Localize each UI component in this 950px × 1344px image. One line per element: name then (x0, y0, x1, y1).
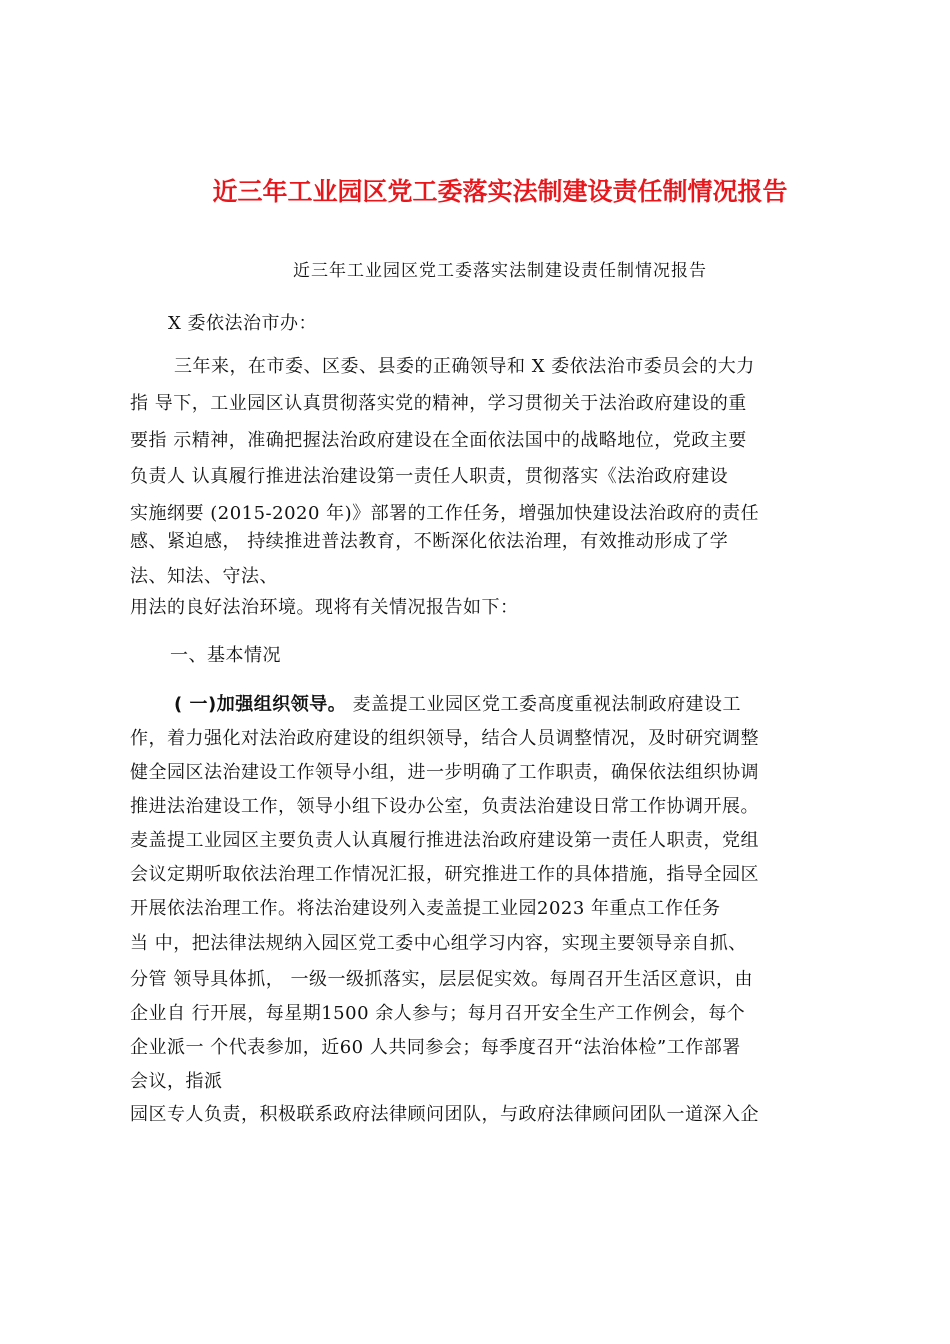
intro-line-6: 感、紧迫感， 持续推进普法教育，不断深化依法治理，有效推动形成了学 (130, 531, 729, 552)
intro-line-2: 指 导下，工业园区认真贯彻落实党的精神，学习贯彻关于法治政府建设的重 (130, 393, 747, 414)
section1-line-5: 会议定期听取依法治理工作情况汇报，研究推进工作的具体措施，指导全园区 (130, 864, 759, 885)
section1-line-2: 健全园区法治建设工作领导小组，进一步明确了工作职责，确保依法组织协调 (130, 762, 759, 783)
section1-line-3: 推进法治建设工作，领导小组下设办公室，负责法治建设日常工作协调开展。 (130, 796, 759, 817)
section1-line-4: 麦盖提工业园区主要负责人认真履行推进法治政府建设第一责任人职责，党组 (130, 830, 759, 851)
document-subtitle: 近三年工业园区党工委落实法制建设责任制情况报告 (293, 261, 707, 281)
section1-line-8: 分管 领导具体抓， 一级一级抓落实，层层促实效。每周召开生活区意识，由 (130, 969, 753, 990)
salutation: X 委依法治市办： (168, 313, 318, 334)
section1-line-1: 作，着力强化对法治政府建设的组织领导，结合人员调整情况，及时研究调整 (130, 728, 759, 749)
section1-line-9: 企业自 行开展，每星期1500 余人参与；每月召开安全生产工作例会，每个 (130, 1003, 746, 1024)
intro-line-3: 要指 示精神，准确把握法治政府建设在全面依法国中的战略地位，党政主要 (130, 430, 747, 451)
section1-first-line-text: 麦盖提工业园区党工委高度重视法制政府建设工 (346, 694, 741, 715)
section1-first-line (174, 690, 741, 716)
document-title: 近三年工业园区党工委落实法制建设责任制情况报告 (212, 177, 788, 206)
intro-line-8: 用法的良好法治环境。现将有关情况报告如下： (130, 597, 519, 618)
intro-line-7: 法、知法、守法、 (130, 566, 278, 587)
section1-line-7: 当 中，把法律法规纳入园区党工委中心组学习内容，实现主要领导亲自抓、 (130, 933, 747, 954)
intro-line-5: 实施纲要 (2015-2020 年)》部署的工作任务，增强加快建设法治政府的责任 (130, 503, 760, 524)
section1-lead: ( 一)加强组织领导。 (174, 694, 347, 715)
section1-line-11: 会议，指派 (130, 1071, 223, 1092)
section1-line-10: 企业派一 个代表参加，近60 人共同参会；每季度召开“法治体检”工作部署 (130, 1037, 741, 1058)
section1-line-12: 园区专人负责，积极联系政府法律顾问团队，与政府法律顾问团队一道深入企 (130, 1104, 759, 1125)
intro-line-4: 负责人 认真履行推进法治建设第一责任人职责，贯彻落实《法治政府建设 (130, 466, 729, 487)
intro-line-1: 三年来，在市委、区委、县委的正确领导和 X 委依法治市委员会的大力 (174, 356, 755, 377)
section-heading: 一、基本情况 (170, 645, 281, 666)
section1-line-6: 开展依法治理工作。将法治建设列入麦盖提工业园2023 年重点工作任务 (130, 898, 721, 919)
